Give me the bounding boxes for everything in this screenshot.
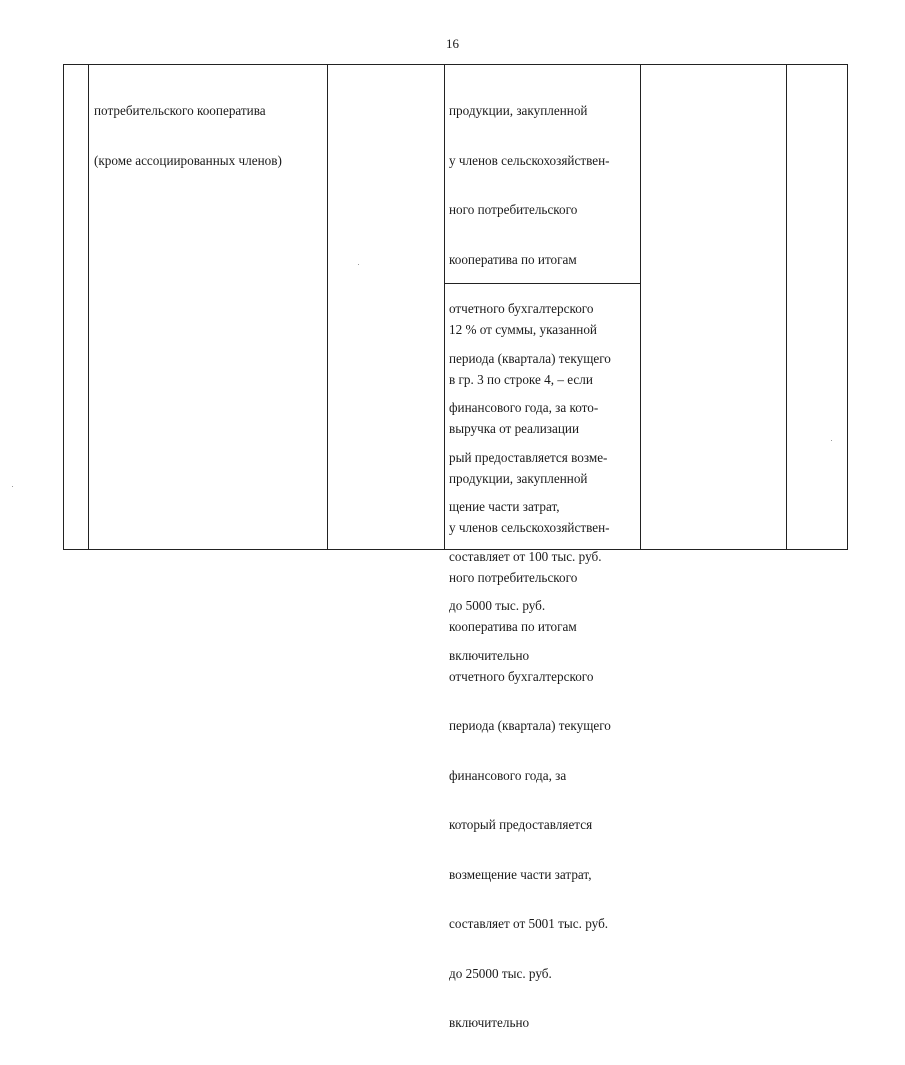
text-line: в гр. 3 по строке 4, – если bbox=[449, 371, 593, 387]
scan-speck bbox=[831, 440, 832, 441]
cell-row1-col2 bbox=[94, 70, 282, 202]
text-line: продукции, закупленной bbox=[449, 103, 588, 118]
text-line: 12 % от суммы, указанной bbox=[449, 322, 597, 337]
text-line: выручка от реализации bbox=[449, 421, 580, 436]
text-line: составляет от 100 тыс. руб. bbox=[449, 548, 602, 564]
text-line: у членов сельскохозяйствен- bbox=[449, 520, 610, 535]
text-line: у членов сельскохозяйствен- bbox=[449, 152, 610, 168]
text-line: до 25000 тыс. руб. bbox=[449, 965, 552, 981]
text-line: периода (квартала) текущего bbox=[449, 718, 611, 733]
text-line: финансового года, за bbox=[449, 767, 567, 783]
document-table bbox=[63, 64, 848, 1030]
text-line: (кроме ассоциированных членов) bbox=[94, 152, 282, 168]
text-line: финансового года, за кото- bbox=[449, 400, 599, 415]
text-line: отчетного бухгалтерского bbox=[449, 668, 594, 684]
text-line: возмещение части затрат, bbox=[449, 866, 592, 882]
text-line: включительно bbox=[449, 647, 530, 663]
cell-row2-col4 bbox=[449, 289, 611, 1065]
column-divider bbox=[88, 65, 89, 549]
text-line: продукции, закупленной bbox=[449, 470, 588, 486]
text-line: периода (квартала) текущего bbox=[449, 350, 611, 366]
text-line: кооператива по итогам bbox=[449, 251, 577, 267]
text-line: который предоставляется bbox=[449, 817, 593, 832]
column-divider bbox=[327, 65, 328, 549]
column-divider bbox=[786, 65, 787, 549]
text-line: до 5000 тыс. руб. bbox=[449, 598, 546, 613]
text-line: составляет от 5001 тыс. руб. bbox=[449, 916, 609, 931]
text-line: потребительского кооператива bbox=[94, 103, 266, 118]
text-line: кооператива по итогам bbox=[449, 619, 577, 634]
text-line: отчетного бухгалтерского bbox=[449, 301, 594, 316]
text-line: ного потребительского bbox=[449, 202, 578, 217]
text-line: ного потребительского bbox=[449, 569, 578, 585]
text-line: щение части затрат, bbox=[449, 499, 560, 514]
scan-speck bbox=[12, 486, 13, 487]
text-line: рый предоставляется возме- bbox=[449, 449, 608, 465]
scan-speck bbox=[358, 264, 359, 265]
column-divider bbox=[640, 65, 641, 549]
text-line: включительно bbox=[449, 1015, 530, 1030]
column-divider bbox=[444, 65, 445, 549]
page-number: 16 bbox=[446, 36, 459, 51]
